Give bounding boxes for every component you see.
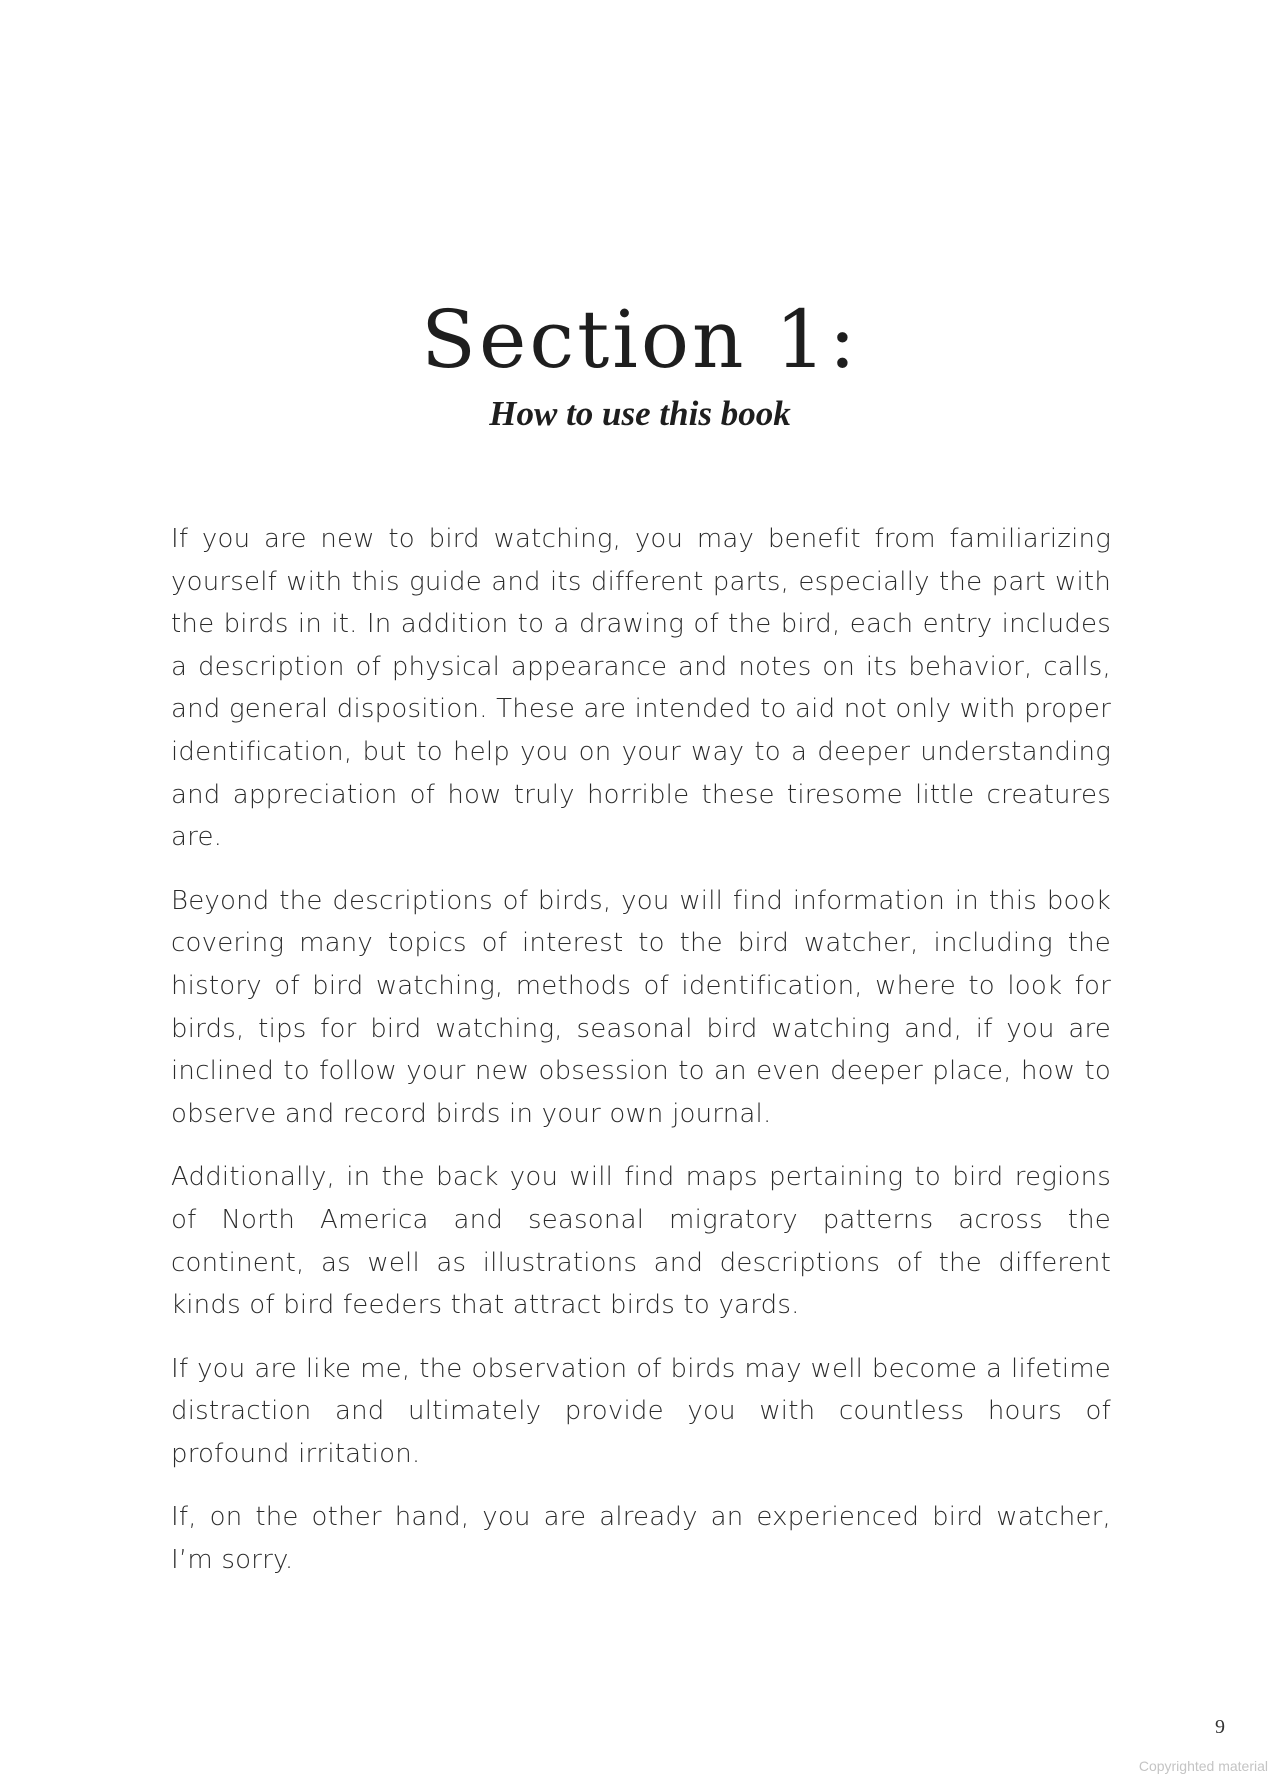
section-title: Section 1:	[421, 293, 859, 386]
page-number: 9	[1215, 1716, 1225, 1738]
body-text	[171, 518, 1111, 1603]
paragraph: Additionally, in the back you will find maps pertaining to bird regions of North America and seasonal migratory patterns across the continent, as well as illustrations and descriptions of the different kinds of bird feeders that attract birds to yards.	[171, 1162, 1111, 1321]
section-subtitle: How to use this book	[489, 394, 791, 433]
paragraph: If you are new to bird watching, you may benefit from familiarizing yourself with this guide and its different parts, especially the part with the birds in it. In addition to a drawing of the bird, each entry includes a description of physical appearance and notes on its behavior, calls, and general disposition. These are intended to aid not only with proper identification, but to help you on your way to a deeper understanding and appreciation of how truly horrible these tiresome little creatures are.	[171, 524, 1112, 853]
paragraph: If, on the other hand, you are already an experienced bird watcher, I’m sorry.	[171, 1502, 1111, 1576]
paragraph: If you are like me, the observation of birds may well become a lifetime distraction and ultimately provide you with countless hours of profound irritation.	[171, 1353, 1111, 1469]
paragraph: Beyond the descriptions of birds, you will find information in this book covering many topics of interest to the bird watcher, including the history of bird watching, methods of identification, where to look for birds, tips for bird watching, seasonal bird watching and, if you are inclined to follow your new obsession to an even deeper place, how to observe and record birds in your own journal.	[171, 885, 1111, 1129]
copyright-watermark: Copyrighted material	[1138, 1758, 1268, 1774]
